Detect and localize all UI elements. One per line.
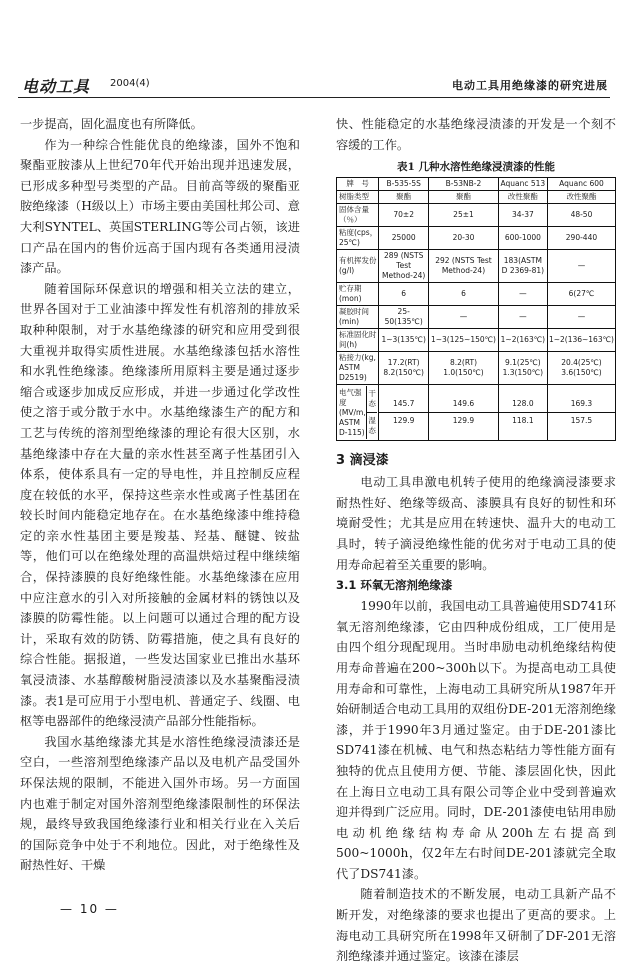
table-cell: 6	[379, 283, 429, 306]
table-cell: 183(ASTM D 2369-81)	[498, 250, 547, 283]
paragraph: 随着制造技术的不断发展，电动工具新产品不断开发，对绝缘漆的要求也提出了更高的要求。上海电动工具研究所在1998年又研制了DF-201无溶剂绝缘漆并通过鉴定。该漆在漆层	[336, 887, 616, 964]
table-cell: 25000	[379, 227, 429, 250]
condition-wet: 湿态	[368, 416, 376, 436]
paragraph: 我国水基绝缘漆尤其是水溶性绝缘浸渍漆还是空白，一些溶剂型绝缘漆产品以及电机产品受国外环保法规的限制，不能进入国外市场。另一方面国内也难于制定对国外溶剂型绝缘漆限制性的环保法规，最终导致我国绝缘漆行业和相关行业在入关后的国际竞争中处于不利地位。因此，对于绝缘性及耐热性好、干燥	[20, 734, 300, 873]
condition-dry: 干态	[367, 386, 377, 413]
table-row	[337, 250, 616, 283]
issue-number: 2004(4)	[110, 78, 150, 89]
table-cell	[379, 352, 429, 385]
table-cell: 34-37	[498, 204, 547, 227]
cell-line: 电气强度	[339, 387, 362, 407]
table-cell	[547, 352, 615, 385]
table-cell	[429, 385, 499, 441]
cell-line: 145.7	[379, 396, 428, 413]
table-cell: 292 (NSTS Test Method-24)	[429, 250, 499, 283]
performance-table	[336, 177, 616, 441]
paragraph: 电动工具串激电机转子使用的绝缘滴浸漆要求耐热性好、绝缘等级高、漆膜具有良好的韧性和环境耐受性；尤其是应用在转速快、温升大的电动工具时，转子滴浸绝缘性能的优劣对于电动工具的使用寿命起着至关重要的影响。	[336, 475, 616, 572]
cell-line: 128.0	[499, 396, 547, 413]
cell-line: 157.5	[570, 416, 593, 426]
table-cell	[379, 385, 429, 441]
paragraph: 快、性能稳定的水基绝缘浸渍漆的开发是一个刻不容缓的工作。	[336, 117, 616, 152]
cell-line: 20.4(25℃)	[561, 358, 602, 368]
cell-line: 129.9	[452, 416, 475, 426]
nested-label-table	[339, 386, 377, 439]
table-row	[337, 191, 616, 204]
cell-line: 1.3(150℃)	[502, 368, 544, 378]
table-cell: 标准固化时间(h)	[337, 329, 379, 352]
table-cell	[547, 385, 615, 441]
running-title: 电动工具用绝缘漆的研究进展	[452, 79, 608, 92]
table-cell: 6(27℃	[547, 283, 615, 306]
table-cell: 粘度(cps，25℃)	[337, 227, 379, 250]
cell-line: D-115)	[339, 427, 365, 437]
table-cell: 20-30	[429, 227, 499, 250]
table-cell	[498, 385, 547, 441]
cell-line: 9.1(25℃)	[504, 358, 541, 368]
table-cell	[337, 385, 379, 441]
table-header-cell: B-535-5S	[379, 178, 429, 191]
cell-line: 粘接力(kg,	[339, 353, 376, 363]
table-cell: —	[547, 250, 615, 283]
table-caption: 表1 几种水溶性绝缘浸渍漆的性能	[397, 161, 555, 174]
journal-logo: 电动工具	[22, 77, 91, 96]
paragraph: 1990年以前，我国电动工具普遍使用SD741环氧无溶剂绝缘漆，它由四种成份组成，工厂使用是由四个组分现配现用。当时串励电动机绝缘结构使用寿命普遍在200~300h以下。为提高电动工具使用寿命和可靠性，上海电动工具研究所从1987年开始研制适合电动工具用的双组份DE-201无溶剂绝缘漆，并于1990年3月通过鉴定。由于DE-201漆比SD741漆在机械、电气和热态粘结力等性能方面有独特的优点且使用方便、节能、漆层固化快，因此在上海日立电动工具有限公司等企业中受到普遍欢迎并得到广泛应用。同时，DE-201漆使电钻用串励电动机绝缘结构寿命从200h左右提高到500~1000h，仅2年左右时间DE-201漆就完全取代了DS741漆。	[336, 599, 616, 881]
table-cell	[498, 352, 547, 385]
table-cell: 固体含量（％）	[337, 204, 379, 227]
table-cell: 1~3(125~150℃)	[429, 329, 499, 352]
cell-line: 118.1	[512, 416, 534, 426]
cell-line: 129.9	[392, 416, 415, 426]
cell-line: 8.2(150℃)	[383, 368, 424, 378]
table-row	[337, 283, 616, 306]
table-cell	[429, 352, 499, 385]
cell-line: 169.3	[548, 396, 615, 413]
table-cell: —	[429, 306, 499, 329]
table-cell: 1~3(135℃)	[379, 329, 429, 352]
table-cell: 6	[429, 283, 499, 306]
paragraph: 作为一种综合性能优良的绝缘漆，国外不饱和聚酯亚胺漆从上世纪70年代开始出现并迅速发展，已形成多种型号类型的产品。目前高等级的聚酯亚胺绝缘漆（H级以上）市场主要由美国杜邦公司、意大利SYNTEL、英国STERLING等公司占领，该进口产品在国内的售价远高于国内现有各类通用浸渍漆产品。	[20, 137, 300, 276]
table-cell: 25-50(135℃)	[379, 306, 429, 329]
cell-line: ASTM D2519)	[339, 363, 367, 383]
table-cell: —	[547, 306, 615, 329]
table-cell: 有机挥发份(g/l)	[337, 250, 379, 283]
cell-line: 8.2(RT)	[449, 358, 477, 368]
condition-cells	[367, 386, 378, 439]
page-number: — 10 —	[60, 902, 119, 916]
table-cell: 70±2	[379, 204, 429, 227]
table-cell: 289 (NSTS Test Method-24)	[379, 250, 429, 283]
table-row	[337, 204, 616, 227]
breakdown-label	[339, 386, 367, 439]
subsection-heading: 3.1 环氧无溶剂绝缘漆	[336, 578, 453, 593]
page-header	[18, 72, 610, 98]
table-header-cell: Aquanc 600	[547, 178, 615, 191]
cell-line: (MV/m,	[339, 407, 366, 417]
section-heading: 3 滴浸漆	[336, 453, 389, 469]
table-header-cell: Aquanc 513	[498, 178, 547, 191]
table-cell: 1~2(136~163℃)	[547, 329, 615, 352]
table-cell: 600-1000	[498, 227, 547, 250]
cell-line: 17.2(RT)	[387, 358, 420, 368]
left-column	[20, 114, 300, 876]
table-cell: 25±1	[429, 204, 499, 227]
table-row	[337, 227, 616, 250]
table-cell: 聚酯	[379, 191, 429, 204]
table-cell: 贮存期(mon)	[337, 283, 379, 306]
table-cell: —	[498, 306, 547, 329]
table-row	[337, 352, 616, 385]
table-cell: 1~2(163℃)	[498, 329, 547, 352]
table-header-cell: 牌 号	[337, 178, 379, 191]
cell-line: ASTM	[339, 417, 360, 427]
paragraph: 随着国际环保意识的增强和相关立法的建立，世界各国对于工业油漆中挥发性有机溶剂的排放采取种种限制，对于水基绝缘漆的研究和应用受到很大重视并取得实质性进展。水基绝缘漆包括水溶性和水乳性绝缘漆。绝缘漆所用原料主要是通过逐步缩合或逐步加成反应形成，并进一步通过化学改性使之溶于或分散于水中。水基绝缘漆生产的配方和工艺与传统的溶剂型绝缘漆的理论有很大区别，水基绝缘漆中存在大量的亲水性甚至离子性基团引入体系，使体系具有一定的导电性，并且控制反应程度在较低的水平，保持这些亲水性或离子性基团在较长时间内能稳定地存在。在水基绝缘漆中维持稳定的亲水性基团主要是羧基、羟基、醚键、铵盐等，他们可以在绝缘处理的高温烘焙过程中继续缩合，保持漆膜的良好绝缘性能。水基绝缘漆在应用中应注意水的引入对所接触的金属材料的锈蚀以及漆膜的防霉性能。以上问题可以通过合理的配方设计，采取有效的防锈、防霉措施，使之具有良好的综合性能。据报道，一些发达国家业已推出水基环氧浸渍漆、水基醇酸树脂浸渍漆以及水基聚酯浸渍漆。表1是可应用于小型电机、普通定子、线圈、电枢等电器部件的绝缘浸渍产品部分性能指标。	[20, 281, 300, 729]
cell-line: 1.0(150℃)	[443, 368, 484, 378]
right-column	[336, 114, 616, 967]
table-row	[337, 306, 616, 329]
table-header-row	[337, 178, 616, 191]
table-cell: 48-50	[547, 204, 615, 227]
cell-line: 3.6(150℃)	[561, 368, 602, 378]
table-cell: 改性聚酯	[498, 191, 547, 204]
table-cell: —	[498, 283, 547, 306]
cell-line: 149.6	[429, 396, 498, 413]
table-cell: 改性聚酯	[547, 191, 615, 204]
table-cell: 树脂类型	[337, 191, 379, 204]
table-cell: 凝胶时间(min)	[337, 306, 379, 329]
table-cell	[337, 352, 379, 385]
table-header-cell: B-53NB-2	[429, 178, 499, 191]
table-row	[337, 385, 616, 441]
table-cell: 290-440	[547, 227, 615, 250]
table-cell: 聚酯	[429, 191, 499, 204]
table-row	[337, 329, 616, 352]
paragraph: 一步提高，固化温度也有所降低。	[20, 117, 203, 131]
